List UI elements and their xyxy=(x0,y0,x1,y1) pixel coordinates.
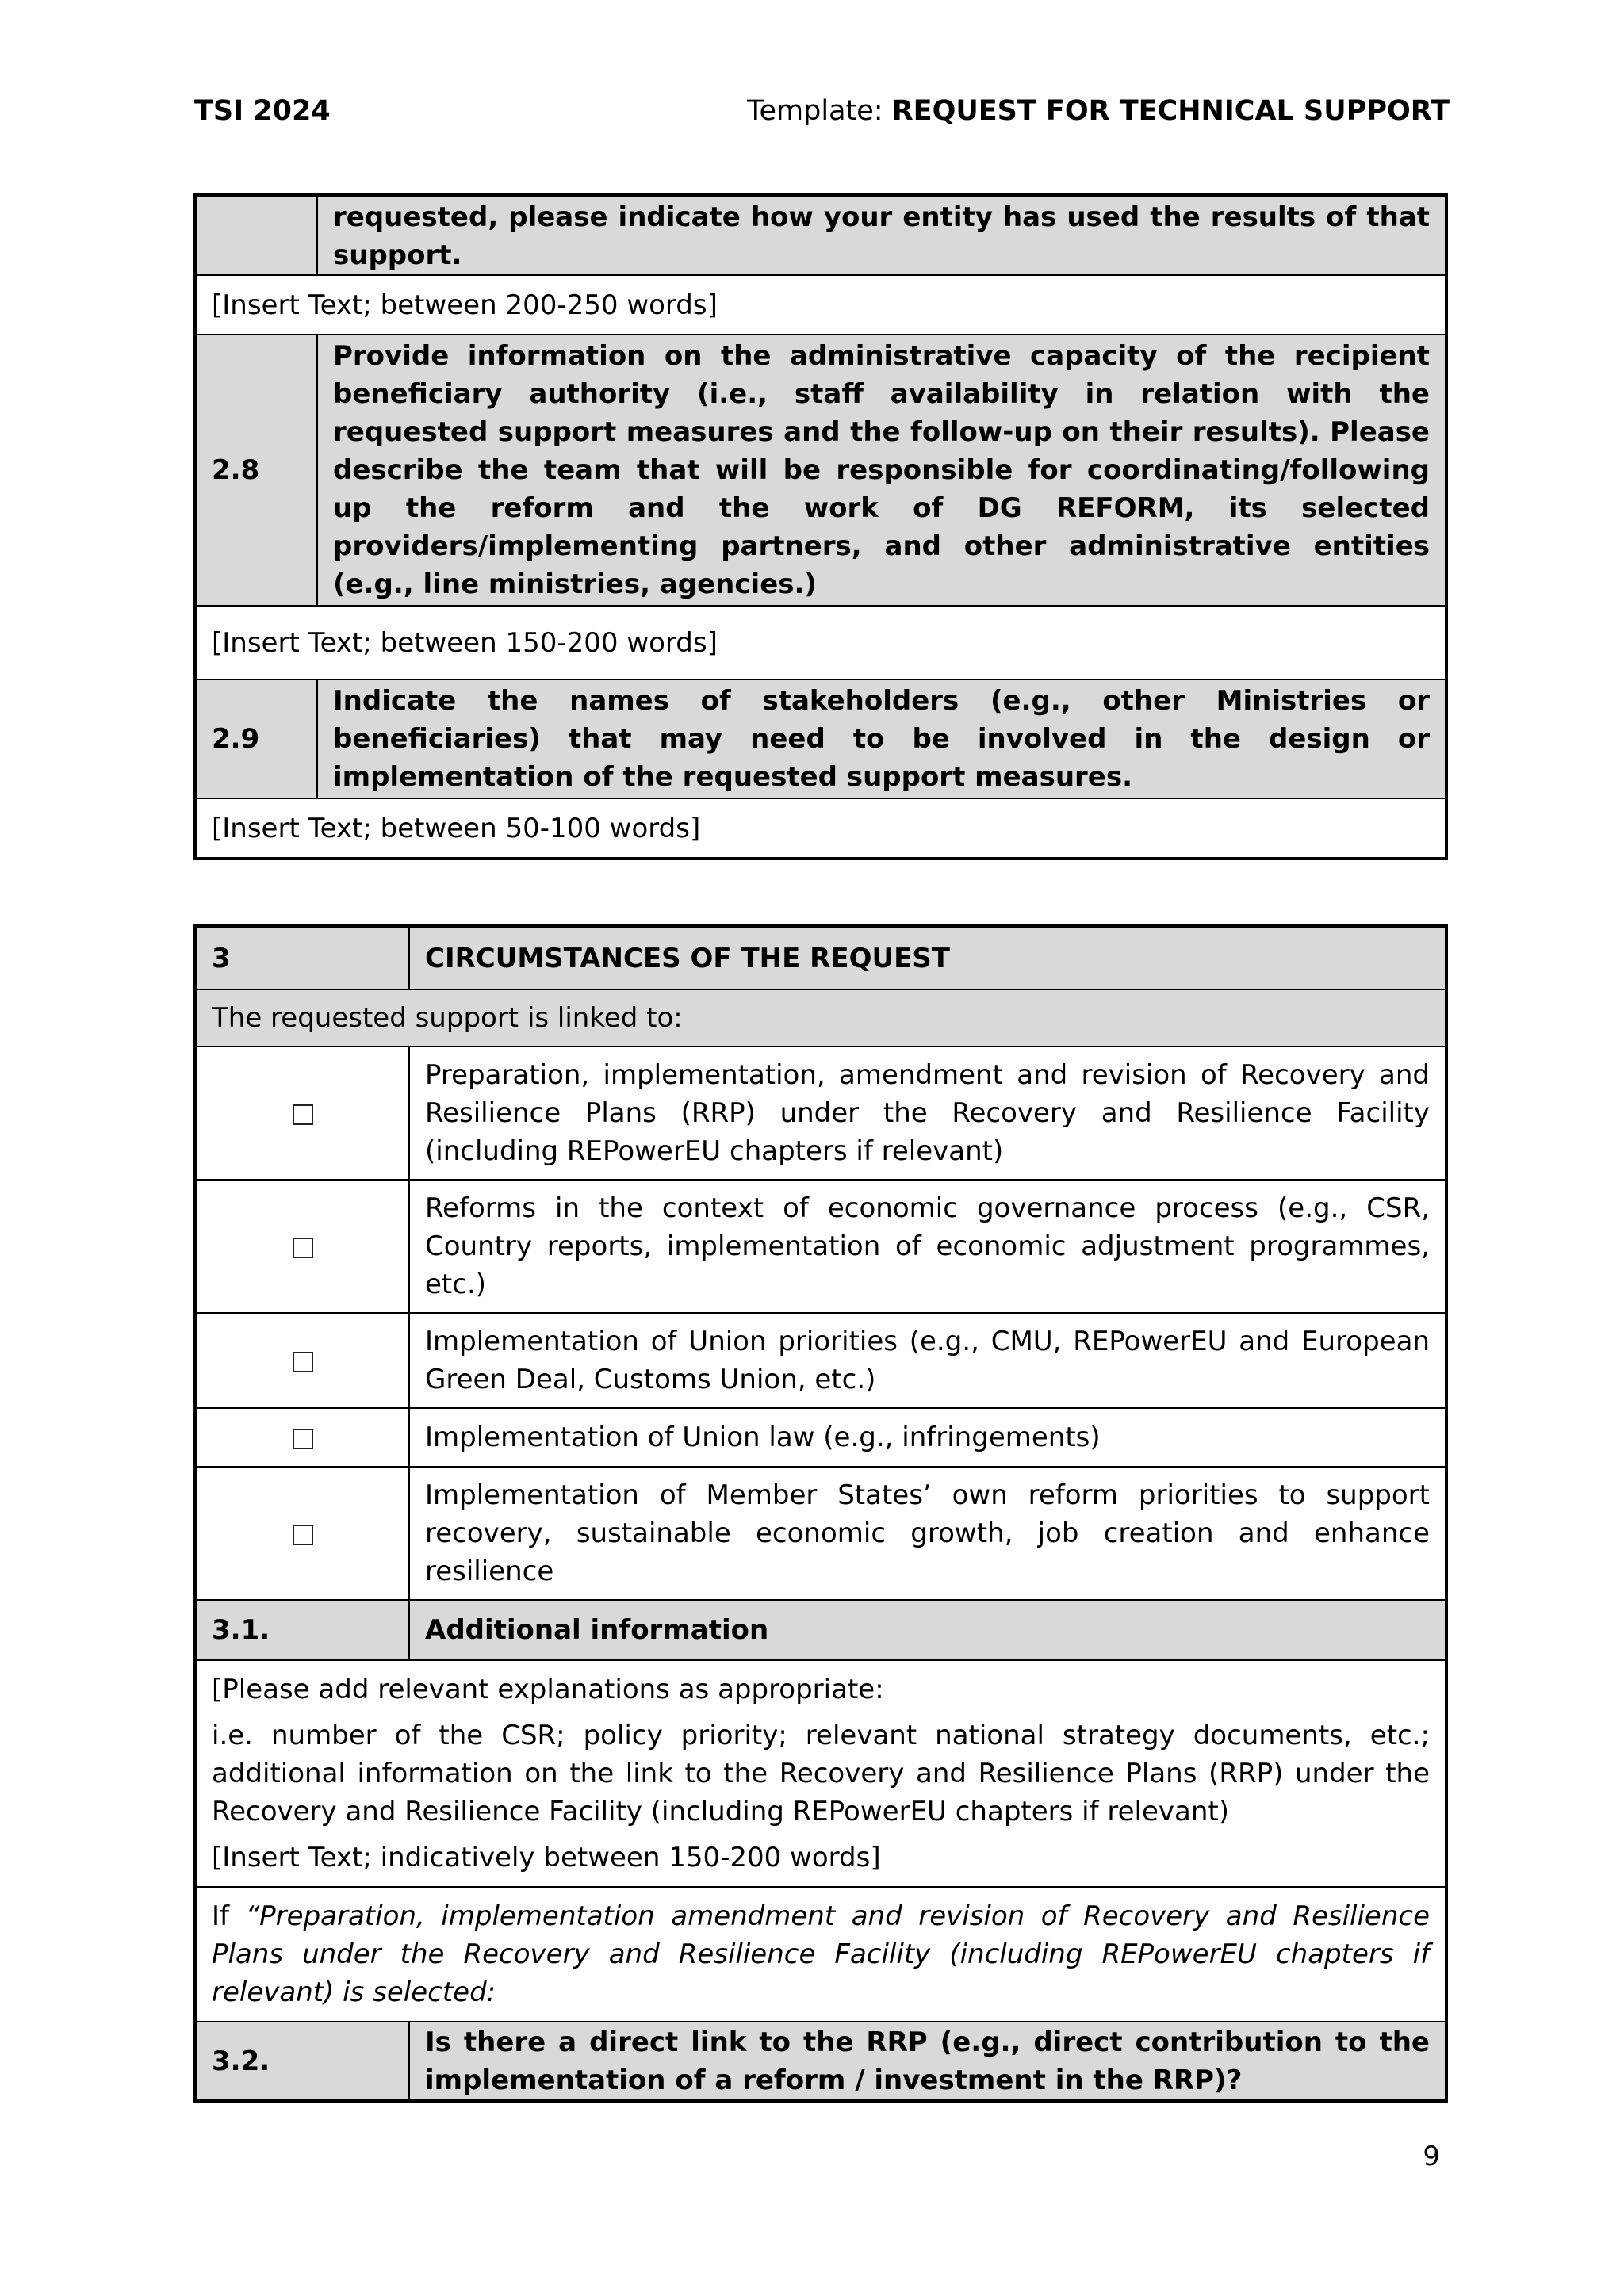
option-1-checkbox-cell[interactable] xyxy=(195,1047,409,1180)
answer-field-2-9[interactable]: [Insert Text; between 50-100 words] xyxy=(195,798,1446,859)
insert-text-placeholder: [Insert Text; indicatively between 150-200 words] xyxy=(212,1842,881,1873)
option-row xyxy=(195,1467,1446,1600)
option-2-label: Reforms in the context of economic governance process (e.g., CSR, Country reports, implementation of economic adjustment programmes, etc.) xyxy=(409,1180,1446,1313)
header-template-name: REQUEST FOR TECHNICAL SUPPORT xyxy=(891,95,1450,127)
checkbox-4[interactable] xyxy=(293,1429,313,1449)
header-template-title xyxy=(747,95,1450,127)
answer-field-3-1[interactable] xyxy=(195,1660,1446,1887)
option-1-label: Preparation, implementation, amendment and revision of Recovery and Resilience Plans (RRP) under the Recovery and Resilience Facility (including REPowerEU chapters if relevant) xyxy=(409,1047,1446,1180)
option-5-label: Implementation of Member States’ own reform priorities to support recovery, sustainable economic growth, job creation and enhance resilience xyxy=(409,1467,1446,1600)
question-text-3-2: Is there a direct link to the RRP (e.g., direct contribution to the implementation of a reform / investment in the RRP)? xyxy=(409,2022,1446,2101)
option-row xyxy=(195,1180,1446,1313)
answer-field-2-8[interactable]: [Insert Text; between 150-200 words] xyxy=(195,606,1446,679)
header-program: TSI 2024 xyxy=(194,95,331,127)
question-number-3-2: 3.2. xyxy=(195,2022,409,2101)
question-title-3-1: Additional information xyxy=(409,1600,1446,1660)
option-row xyxy=(195,1313,1446,1408)
option-2-checkbox-cell[interactable] xyxy=(195,1180,409,1313)
conditional-text: “Preparation, implementation amendment and revision of Recovery and Resilience Plans under the Recovery and Resilience Facility (including REPowerEU chapters if relevant) is selected: xyxy=(212,1900,1431,2008)
answer-field-2-7[interactable]: [Insert Text; between 200-250 words] xyxy=(195,275,1446,335)
option-3-checkbox-cell[interactable] xyxy=(195,1313,409,1408)
section-2-continued-table xyxy=(193,193,1448,860)
checkbox-5[interactable] xyxy=(293,1525,313,1545)
header-template-prefix: Template: xyxy=(747,95,892,127)
checkbox-1[interactable] xyxy=(293,1104,313,1125)
question-number-3-1: 3.1. xyxy=(195,1600,409,1660)
conditional-note xyxy=(195,1887,1446,2022)
instruction-line: [Please add relevant explanations as appropriate: xyxy=(212,1674,884,1705)
question-number-2-8: 2.8 xyxy=(195,335,317,606)
section-3-table xyxy=(193,924,1448,2103)
option-3-label: Implementation of Union priorities (e.g., CMU, REPowerEU and European Green Deal, Customs Union, etc.) xyxy=(409,1313,1446,1408)
option-row xyxy=(195,1047,1446,1180)
section-title: CIRCUMSTANCES OF THE REQUEST xyxy=(409,926,1446,989)
question-number-2-9: 2.9 xyxy=(195,679,317,798)
option-4-label: Implementation of Union law (e.g., infringements) xyxy=(409,1408,1446,1467)
checkbox-3[interactable] xyxy=(293,1352,313,1372)
checkbox-2[interactable] xyxy=(293,1238,313,1258)
instruction-detail: i.e. number of the CSR; policy priority; relevant national strategy documents, etc.; additional information on the link to the Recovery and Resilience Plans (RRP) under the Recovery and Resilience Facility (including REPowerEU chapters if relevant) xyxy=(212,1720,1430,1827)
question-text-2-9: Indicate the names of stakeholders (e.g., other Ministries or beneficiaries) that may need to be involved in the design or implementation of the requested support measures. xyxy=(317,679,1446,798)
question-text-2-8: Provide information on the administrative capacity of the recipient beneficiary authority (i.e., staff availability in relation with the requested support measures and the follow-up on their results). Please describe the team that will be responsible for coordinating/following up the reform and the work of DG REFORM, its selected providers/implementing partners, and other administrative entities (e.g., line ministries, agencies.) xyxy=(317,335,1446,606)
option-4-checkbox-cell[interactable] xyxy=(195,1408,409,1467)
conditional-prefix: If xyxy=(212,1900,246,1932)
page-number: 9 xyxy=(1423,2141,1440,2172)
section-number: 3 xyxy=(195,926,409,989)
option-5-checkbox-cell[interactable] xyxy=(195,1467,409,1600)
linked-intro: The requested support is linked to: xyxy=(195,989,1446,1047)
option-row xyxy=(195,1408,1446,1467)
cont-number-cell xyxy=(195,195,317,275)
cont-question-text: requested, please indicate how your entity has used the results of that support. xyxy=(317,195,1446,275)
